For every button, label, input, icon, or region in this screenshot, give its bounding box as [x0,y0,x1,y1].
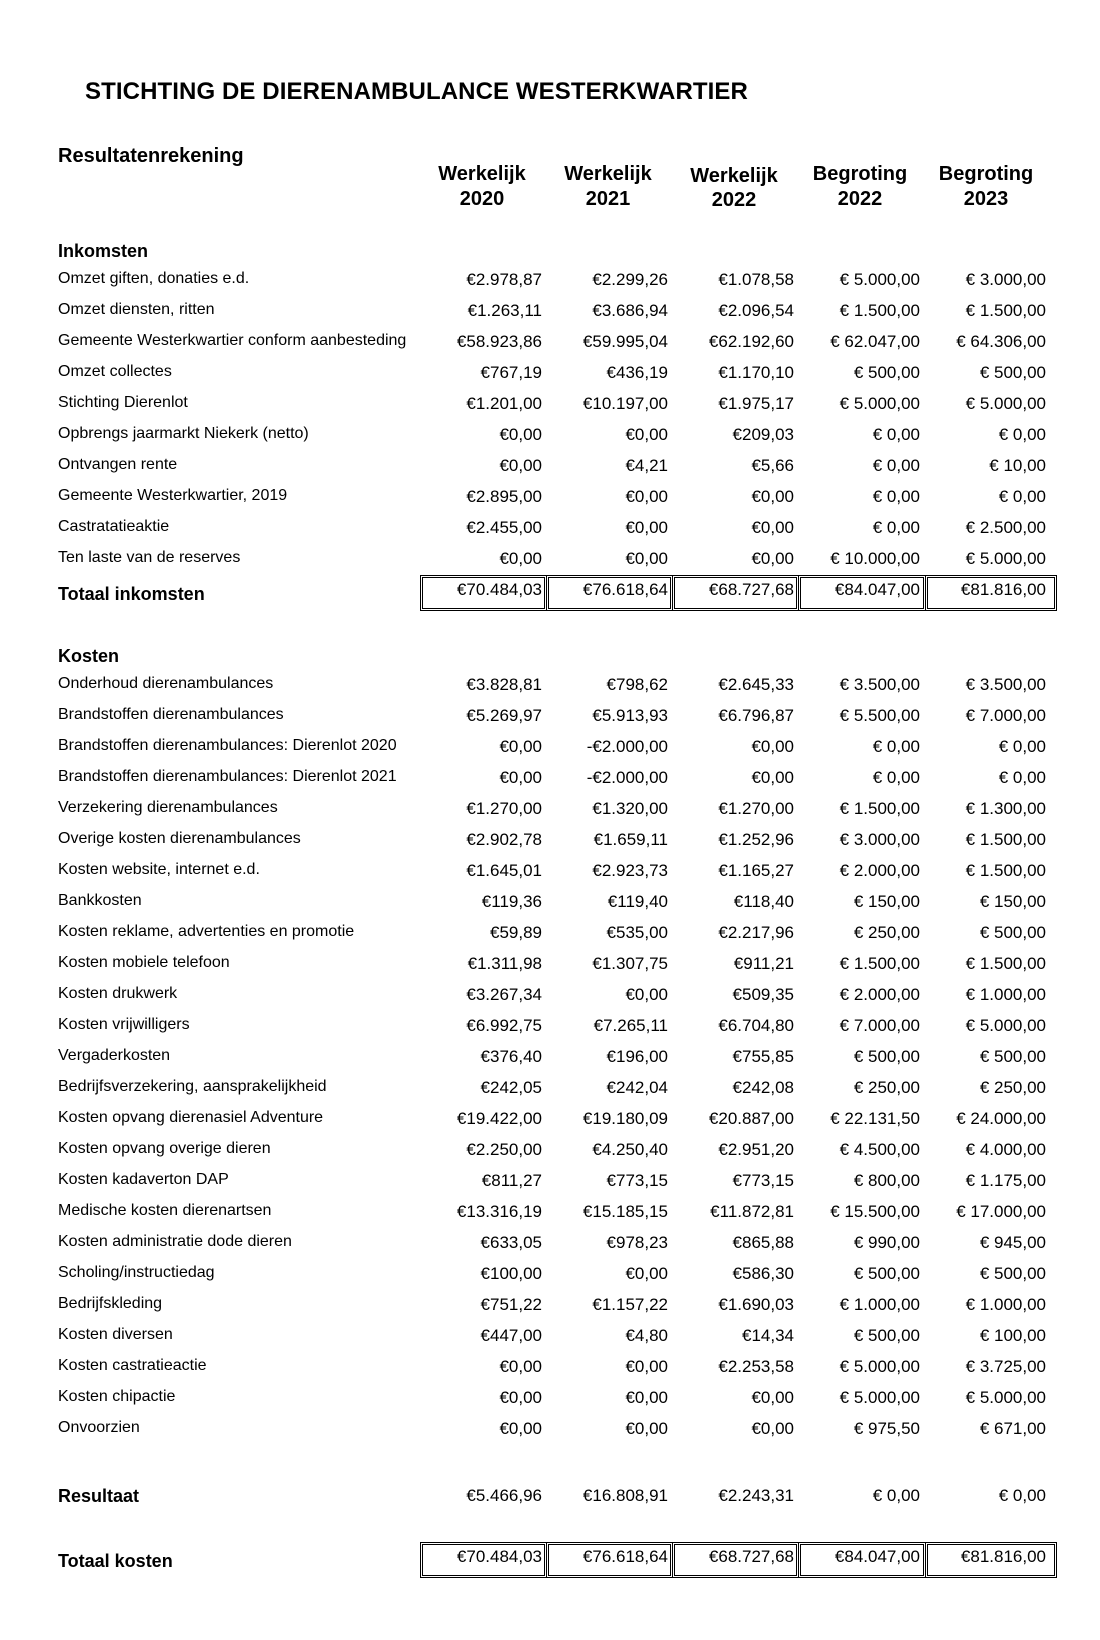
row-value: € 1.000,00 [839,1295,920,1314]
row-value: € 5.000,00 [965,394,1046,413]
cost-row [0,857,1100,887]
row-label: Omzet diensten, ritten [58,301,215,318]
row-value: €6.796,87 [718,706,794,725]
row-value: €15.185,15 [582,1202,668,1221]
row-label: Bedrijfsverzekering, aansprakelijkheid [58,1078,327,1095]
row-label: Gemeente Westerkwartier conform aanbesteding [58,332,407,349]
row-value: €1.307,75 [592,954,668,973]
row-value: € 5.000,00 [839,1357,920,1376]
result-row [0,1482,1100,1512]
row-value: €751,22 [480,1295,542,1314]
row-value: €1.311,98 [467,954,542,973]
column-header-werkelijk-2020 [422,162,542,212]
row-value: € 1.500,00 [839,954,920,973]
row-value: €1.170,10 [718,363,794,382]
row-value: € 5.000,00 [839,394,920,413]
row-value: € 5.500,00 [839,706,920,725]
row-value: €59,89 [490,923,542,942]
sheet-title: Resultatenrekening [58,145,244,167]
column-header-line2: 2022 [837,188,883,210]
row-value: €376,40 [480,1047,542,1066]
row-value: €14,34 [742,1326,794,1345]
cost-row [0,1136,1100,1166]
row-value: €4,21 [625,456,668,475]
row-value: € 2.500,00 [965,518,1046,537]
total-income-box [420,575,547,611]
row-value: € 5.000,00 [839,270,920,289]
row-label: Ten laste van de reserves [58,549,241,566]
row-value: € 0,00 [872,456,920,475]
row-value: €119,40 [607,892,668,911]
row-value: €0,00 [499,549,542,568]
row-value: €1.690,03 [718,1295,794,1314]
row-value: €16.808,91 [582,1486,668,1505]
row-value: €0,00 [499,425,542,444]
row-label: Kosten chipactie [58,1388,176,1405]
row-value: € 0,00 [998,425,1046,444]
row-value: € 1.300,00 [965,799,1046,818]
row-label: Onderhoud dierenambulances [58,675,274,692]
row-value: €1.201,00 [466,394,542,413]
row-value: € 990,00 [853,1233,920,1252]
row-value: € 15.500,00 [830,1202,920,1221]
cost-row [0,1198,1100,1228]
row-value: € 5.000,00 [965,549,1046,568]
row-value: €811,27 [481,1171,542,1190]
row-value: € 2.000,00 [839,861,920,880]
row-value: €535,00 [606,923,668,942]
row-value: €100,00 [480,1264,542,1283]
row-value: €5,66 [751,456,794,475]
row-value: €84.047,00 [834,580,920,599]
row-value: €447,00 [480,1326,542,1345]
row-value: €76.618,64 [582,1547,668,1566]
row-label: Kosten website, internet e.d. [58,861,260,878]
row-value: €1.645,01 [466,861,542,880]
cost-row [0,1353,1100,1383]
row-value: €0,00 [625,1388,668,1407]
row-value: € 5.000,00 [965,1016,1046,1035]
row-value: € 500,00 [979,363,1046,382]
row-label: Gemeente Westerkwartier, 2019 [58,487,288,504]
income-row [0,483,1100,513]
row-value: € 250,00 [853,1078,920,1097]
row-value: €436,19 [606,363,668,382]
income-row [0,359,1100,389]
row-label: Scholing/instructiedag [58,1264,215,1281]
income-row [0,421,1100,451]
row-value: €68.727,68 [708,1547,794,1566]
cost-row [0,981,1100,1011]
column-header-line2: 2023 [963,188,1009,210]
income-row [0,297,1100,327]
row-value: € 0,00 [998,737,1046,756]
row-label: Bedrijfskleding [58,1295,163,1312]
row-value: € 500,00 [853,1047,920,1066]
row-value: €0,00 [499,768,542,787]
row-value: € 0,00 [872,518,920,537]
row-value: €119,36 [481,892,542,911]
row-value: € 1.000,00 [965,1295,1046,1314]
row-value: € 1.500,00 [965,861,1046,880]
row-value: €911,21 [733,954,794,973]
row-value: €10.197,00 [582,394,668,413]
row-label: Omzet giften, donaties e.d. [58,270,250,287]
row-value: €0,00 [625,518,668,537]
row-value: €59.995,04 [582,332,668,351]
row-label: Kosten kadaverton DAP [58,1171,229,1188]
row-value: €2.243,31 [718,1486,794,1505]
row-value: €5.466,96 [466,1486,542,1505]
row-value: € 3.500,00 [965,675,1046,694]
row-label: Bankkosten [58,892,142,909]
row-label: Resultaat [58,1486,140,1506]
row-value: €20.887,00 [708,1109,794,1128]
row-label: Vergaderkosten [58,1047,171,1064]
row-value: €2.250,00 [466,1140,542,1159]
row-label: Ontvangen rente [58,456,178,473]
row-value: € 500,00 [853,1264,920,1283]
row-label: Kosten opvang overige dieren [58,1140,271,1157]
cost-row [0,671,1100,701]
row-value: €767,19 [480,363,542,382]
row-value: €4,80 [625,1326,668,1345]
row-value: €118,40 [733,892,794,911]
row-value: €6.704,80 [718,1016,794,1035]
row-value: €0,00 [751,1419,794,1438]
row-value: € 0,00 [998,768,1046,787]
total-income-box [546,575,673,611]
row-value: €755,85 [732,1047,794,1066]
row-value: €70.484,03 [456,580,542,599]
row-value: €633,05 [480,1233,542,1252]
row-label: Kosten diversen [58,1326,173,1343]
row-value: €11.872,81 [710,1202,794,1221]
income-row [0,545,1100,575]
row-value: €4.250,40 [592,1140,668,1159]
cost-row [0,1384,1100,1414]
row-value: €0,00 [751,768,794,787]
row-value: € 100,00 [979,1326,1046,1345]
total-costs-box [546,1542,673,1578]
row-value: €1.320,00 [592,799,668,818]
row-value: €0,00 [625,985,668,1004]
row-label: Medische kosten dierenartsen [58,1202,272,1219]
row-label: Verzekering dierenambulances [58,799,278,816]
row-value: € 150,00 [979,892,1046,911]
row-value: €1.078,58 [718,270,794,289]
total-costs-box [672,1542,799,1578]
total-costs-box [798,1542,926,1578]
column-header-line1: Werkelijk [564,163,652,185]
row-value: € 0,00 [872,425,920,444]
row-value: €0,00 [751,549,794,568]
row-value: €0,00 [499,456,542,475]
row-value: € 17.000,00 [956,1202,1046,1221]
row-label: Kosten drukwerk [58,985,178,1002]
income-row [0,390,1100,420]
row-value: €0,00 [625,425,668,444]
row-value: €84.047,00 [834,1547,920,1566]
row-value: € 0,00 [872,737,920,756]
row-value: € 1.500,00 [965,830,1046,849]
cost-row [0,1167,1100,1197]
row-value: € 3.725,00 [965,1357,1046,1376]
row-value: €0,00 [751,737,794,756]
cost-row [0,1229,1100,1259]
row-value: €242,04 [606,1078,668,1097]
row-label: Overige kosten dierenambulances [58,830,301,847]
row-value: € 1.500,00 [965,301,1046,320]
row-value: € 3.000,00 [965,270,1046,289]
row-value: € 0,00 [872,487,920,506]
row-value: €0,00 [625,1419,668,1438]
row-value: €1.975,17 [718,394,794,413]
row-value: €2.895,00 [466,487,542,506]
row-label: Totaal inkomsten [58,584,205,604]
total-income-box [672,575,799,611]
row-value: € 500,00 [979,1047,1046,1066]
cost-row [0,795,1100,825]
column-header-begroting-2023 [926,162,1046,212]
row-value: €2.923,73 [592,861,668,880]
cost-row [0,733,1100,763]
row-value: €2.978,87 [466,270,542,289]
cost-row [0,919,1100,949]
cost-row [0,1260,1100,1290]
row-value: €0,00 [625,1264,668,1283]
row-value: €7.265,11 [593,1016,668,1035]
row-label: Opbrengs jaarmarkt Niekerk (netto) [58,425,309,442]
row-value: € 64.306,00 [956,332,1046,351]
row-label: Brandstoffen dierenambulances: Dierenlot 2020 [58,737,397,754]
cost-row [0,1105,1100,1135]
row-value: €1.270,00 [466,799,542,818]
row-value: €1.263,11 [467,301,542,320]
row-value: € 5.000,00 [839,1388,920,1407]
income-row [0,452,1100,482]
row-value: € 7.000,00 [839,1016,920,1035]
row-value: €509,35 [732,985,794,1004]
row-value: € 2.000,00 [839,985,920,1004]
cost-row [0,888,1100,918]
cost-row [0,1415,1100,1445]
row-value: € 5.000,00 [965,1388,1046,1407]
row-value: € 4.000,00 [965,1140,1046,1159]
row-value: € 24.000,00 [956,1109,1046,1128]
column-header-werkelijk-2022 [674,164,794,212]
row-value: -€2.000,00 [586,768,668,787]
cost-row [0,950,1100,980]
cost-row [0,702,1100,732]
row-value: € 0,00 [872,1486,920,1505]
row-value: €1.659,11 [593,830,668,849]
row-label: Kosten mobiele telefoon [58,954,230,971]
row-value: € 250,00 [979,1078,1046,1097]
row-value: €2.455,00 [466,518,542,537]
column-header-line1: Begroting [812,163,908,185]
row-value: € 1.500,00 [839,301,920,320]
row-value: €1.157,22 [592,1295,668,1314]
row-value: €0,00 [751,1388,794,1407]
row-value: €242,05 [480,1078,542,1097]
row-label: Kosten administratie dode dieren [58,1233,292,1250]
cost-row [0,1043,1100,1073]
cost-row [0,826,1100,856]
row-value: €3.267,34 [466,985,542,1004]
row-value: €3.686,94 [592,301,668,320]
row-value: € 3.000,00 [839,830,920,849]
row-value: € 500,00 [979,1264,1046,1283]
row-label: Brandstoffen dierenambulances [58,706,284,723]
row-value: €242,08 [732,1078,794,1097]
row-value: €68.727,68 [708,580,794,599]
row-value: €586,30 [732,1264,794,1283]
row-value: € 0,00 [998,1486,1046,1505]
row-value: € 671,00 [979,1419,1046,1438]
row-value: €2.645,33 [718,675,794,694]
row-label: Brandstoffen dierenambulances: Dierenlot 2021 [58,768,397,785]
row-label: Kosten opvang dierenasiel Adventure [58,1109,324,1126]
row-value: € 1.500,00 [839,799,920,818]
row-value: €5.913,93 [592,706,668,725]
cost-row [0,1322,1100,1352]
row-value: € 0,00 [872,768,920,787]
column-header-line2: 2022 [711,189,757,211]
total-income-box [798,575,926,611]
row-value: € 500,00 [853,363,920,382]
total-costs-box [925,1542,1057,1578]
row-value: €2.902,78 [466,830,542,849]
row-value: €1.270,00 [718,799,794,818]
row-value: €13.316,19 [456,1202,542,1221]
row-value: € 500,00 [979,923,1046,942]
income-heading: Inkomsten [58,241,149,261]
column-header-line2: 2021 [585,188,631,210]
row-value: €2.299,26 [592,270,668,289]
row-value: €19.180,09 [582,1109,668,1128]
row-value: €2.253,58 [718,1357,794,1376]
row-value: €3.828,81 [466,675,542,694]
income-row [0,266,1100,296]
cost-row [0,764,1100,794]
row-value: € 22.131,50 [830,1109,920,1128]
row-value: €81.816,00 [960,580,1046,599]
row-value: € 7.000,00 [965,706,1046,725]
total-costs-box [420,1542,547,1578]
row-value: €0,00 [625,549,668,568]
cost-row [0,1291,1100,1321]
column-header-line1: Werkelijk [690,165,778,187]
row-label: Kosten reklame, advertenties en promotie [58,923,355,940]
row-value: €1.252,96 [718,830,794,849]
row-value: €2.217,96 [718,923,794,942]
row-value: €76.618,64 [582,580,668,599]
income-row [0,328,1100,358]
row-value: € 150,00 [853,892,920,911]
row-value: €6.992,75 [466,1016,542,1035]
row-value: -€2.000,00 [586,737,668,756]
row-value: € 250,00 [853,923,920,942]
row-value: €0,00 [499,1388,542,1407]
row-value: €19.422,00 [456,1109,542,1128]
row-label: Kosten castratieactie [58,1357,207,1374]
row-value: €0,00 [499,1419,542,1438]
row-value: €0,00 [751,518,794,537]
row-value: €81.816,00 [960,1547,1046,1566]
row-value: €0,00 [751,487,794,506]
row-value: € 945,00 [979,1233,1046,1252]
row-value: €0,00 [625,1357,668,1376]
row-value: € 1.500,00 [965,954,1046,973]
column-header-line2: 2020 [459,188,505,210]
row-value: €58.923,86 [456,332,542,351]
cost-row [0,1012,1100,1042]
row-value: € 500,00 [853,1326,920,1345]
row-label: Kosten vrijwilligers [58,1016,190,1033]
row-value: € 1.175,00 [965,1171,1046,1190]
row-label: Onvoorzien [58,1419,140,1436]
row-value: € 10,00 [989,456,1046,475]
row-value: €0,00 [499,1357,542,1376]
row-value: €2.951,20 [718,1140,794,1159]
total-income-box [925,575,1057,611]
row-value: €70.484,03 [456,1547,542,1566]
cost-row [0,1074,1100,1104]
row-value: € 62.047,00 [830,332,920,351]
row-value: €209,03 [732,425,794,444]
row-value: € 3.500,00 [839,675,920,694]
row-value: € 4.500,00 [839,1140,920,1159]
column-header-werkelijk-2021 [548,162,668,212]
row-label: Totaal kosten [58,1551,173,1571]
row-value: €865,88 [732,1233,794,1252]
row-value: €196,00 [606,1047,668,1066]
row-label: Omzet collectes [58,363,172,380]
row-value: € 10.000,00 [830,549,920,568]
row-value: €62.192,60 [708,332,794,351]
column-header-begroting-2022 [800,162,920,212]
row-value: € 800,00 [853,1171,920,1190]
row-label: Stichting Dierenlot [58,394,188,411]
row-label: Castratatieaktie [58,518,170,535]
row-value: €1.165,27 [718,861,794,880]
row-value: €978,23 [606,1233,668,1252]
row-value: € 1.000,00 [965,985,1046,1004]
column-header-line1: Begroting [938,163,1034,185]
costs-heading: Kosten [58,646,120,666]
row-value: € 0,00 [998,487,1046,506]
row-value: €0,00 [625,487,668,506]
row-value: €798,62 [606,675,668,694]
row-value: €0,00 [499,737,542,756]
row-value: € 975,50 [853,1419,920,1438]
income-row [0,514,1100,544]
column-header-line1: Werkelijk [438,163,526,185]
row-value: €773,15 [732,1171,794,1190]
row-value: €5.269,97 [466,706,542,725]
row-value: €773,15 [606,1171,668,1190]
document-title: STICHTING DE DIERENAMBULANCE WESTERKWARTIER [85,78,748,105]
row-value: €2.096,54 [718,301,794,320]
